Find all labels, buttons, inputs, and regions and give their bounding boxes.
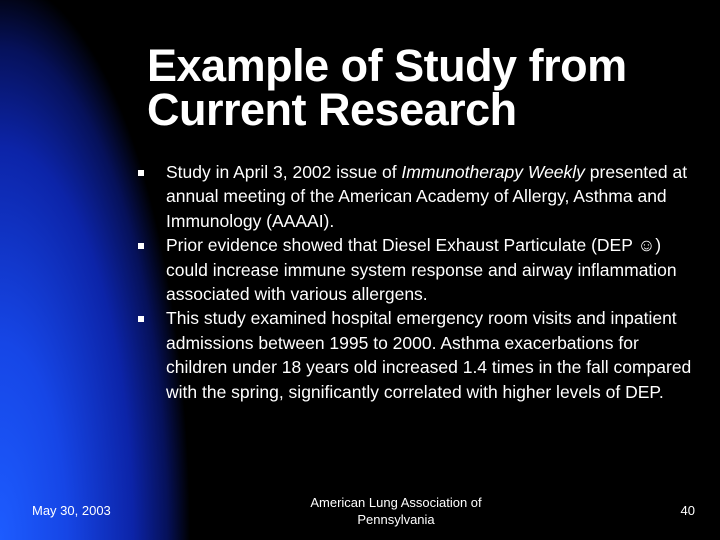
bullet-item-3 xyxy=(138,306,698,404)
slide-number: 40 xyxy=(680,503,695,518)
slide-title-line-1: Example of Study from xyxy=(147,40,627,91)
bullet-3-text: This study examined hospital emergency room visits and inpatient admissions between 1995 to 2000. Asthma exacerbations for children under 18 years old increased 1.4 times in the fall compared with the spring, significantly correlated with higher levels of DEP. xyxy=(166,308,692,402)
slide-title-line-2: Current Research xyxy=(147,84,517,135)
slide-title xyxy=(147,40,707,135)
square-bullet-icon xyxy=(138,243,144,249)
square-bullet-icon xyxy=(138,316,144,322)
footer-organization-line-2: Pennsylvania xyxy=(357,512,435,527)
bullet-item-2 xyxy=(138,233,698,306)
bullet-item-1 xyxy=(138,160,698,233)
bullet-1-journal-name: Immunotherapy Weekly xyxy=(401,162,585,182)
bullet-1-text-start: Study in April 3, 2002 issue of xyxy=(166,162,402,182)
footer-organization xyxy=(276,494,516,528)
footer-date: May 30, 2003 xyxy=(32,503,111,518)
footer-organization-line-1: American Lung Association of xyxy=(310,495,482,510)
bullet-2-text: Prior evidence showed that Diesel Exhaust Particulate (DEP ☺) could increase immune system response and airway inflammation associated with various allergens. xyxy=(166,235,677,305)
bullet-1-text-end: presented at annual meeting of the American Academy of Allergy, Asthma and Immunology (AAAAI). xyxy=(166,162,688,231)
square-bullet-icon xyxy=(138,170,144,176)
bullet-list xyxy=(138,160,698,404)
